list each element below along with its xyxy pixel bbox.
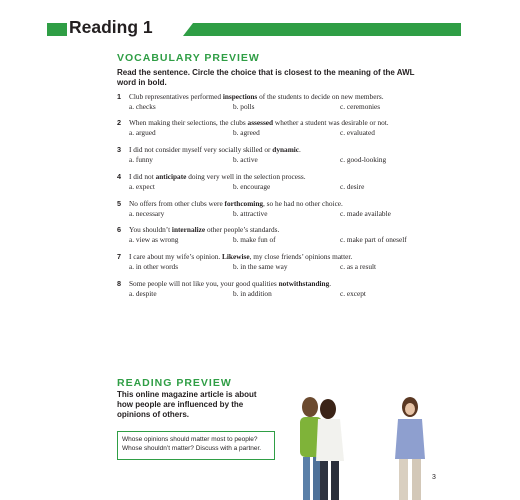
question-stem: I did not anticipate doing very well in the selection process.: [129, 172, 306, 181]
awl-word: Likewise: [222, 252, 250, 261]
reading-preview-text: This online magazine article is about how people are influenced by the opinions of others.: [117, 390, 257, 419]
option-b[interactable]: b. agreed: [233, 128, 260, 137]
page-title: Reading 1: [69, 17, 153, 37]
question-number: 1: [117, 92, 122, 101]
option-a[interactable]: a. checks: [129, 102, 156, 111]
option-a[interactable]: a. view as wrong: [129, 235, 179, 244]
green-title-bar: [183, 23, 461, 36]
question-number: 6: [117, 225, 122, 234]
option-b[interactable]: b. encourage: [233, 182, 271, 191]
question-stem: When making their selections, the clubs assessed whether a student was desirable or not.: [129, 118, 389, 127]
option-c[interactable]: c. good-looking: [340, 155, 387, 164]
option-c[interactable]: c. made available: [340, 209, 391, 218]
awl-word: notwithstanding: [278, 279, 330, 288]
option-b[interactable]: b. attractive: [233, 209, 268, 218]
awl-word: assessed: [247, 118, 274, 127]
option-b[interactable]: b. active: [233, 155, 258, 164]
awl-word: forthcoming: [224, 199, 264, 208]
people-photo: [282, 395, 442, 500]
option-a[interactable]: a. necessary: [129, 209, 165, 218]
vocabulary-instruction: Read the sentence. Circle the choice that is closest to the meaning of the AWL word in bold.: [117, 68, 415, 87]
awl-word: dynamic: [272, 145, 300, 154]
question-stem: You shouldn’t internalize other people’s standards.: [129, 225, 280, 234]
question-stem: Some people will not like you, your good qualities notwithstanding.: [129, 279, 332, 288]
option-a[interactable]: a. argued: [129, 128, 156, 137]
question-number: 5: [117, 199, 122, 208]
question-number: 2: [117, 118, 122, 127]
question-stem: I care about my wife’s opinion. Likewise, my close friends’ opinions matter.: [129, 252, 353, 261]
question-stem: No offers from other clubs were forthcoming, so he had no other choice.: [129, 199, 343, 208]
question-number: 8: [117, 279, 122, 288]
person-white-shirt: [316, 399, 344, 500]
question-number: 3: [117, 145, 122, 154]
option-b[interactable]: b. make fun of: [233, 235, 276, 244]
awl-word: anticipate: [155, 172, 187, 181]
option-a[interactable]: a. expect: [129, 182, 155, 191]
option-a[interactable]: a. despite: [129, 289, 157, 298]
option-b[interactable]: b. polls: [233, 102, 255, 111]
option-a[interactable]: a. in other words: [129, 262, 179, 271]
option-b[interactable]: b. in addition: [233, 289, 272, 298]
question-number: 7: [117, 252, 122, 261]
question-stem: Club representatives performed inspections of the students to decide on new members.: [129, 92, 384, 101]
option-c[interactable]: c. as a result: [340, 262, 377, 271]
option-c[interactable]: c. evaluated: [340, 128, 375, 137]
option-b[interactable]: b. in the same way: [233, 262, 288, 271]
option-c[interactable]: c. make part of oneself: [340, 235, 407, 244]
awl-word: internalize: [171, 225, 206, 234]
discussion-prompt-box: Whose opinions should matter most to people? Whose shouldn’t matter? Discuss with a partner.: [117, 431, 275, 460]
option-a[interactable]: a. funny: [129, 155, 153, 164]
option-c[interactable]: c. ceremonies: [340, 102, 381, 111]
reading-preview-heading: READING PREVIEW: [117, 377, 232, 389]
awl-word: inspections: [222, 92, 258, 101]
question-stem: I did not consider myself very socially skilled or dynamic.: [129, 145, 301, 154]
green-accent-block: [47, 23, 67, 36]
person-blue-shirt: [395, 397, 425, 500]
vocabulary-heading: VOCABULARY PREVIEW: [117, 52, 260, 64]
option-c[interactable]: c. except: [340, 289, 366, 298]
question-number: 4: [117, 172, 122, 181]
option-c[interactable]: c. desire: [340, 182, 365, 191]
page-number: 3: [432, 474, 436, 481]
